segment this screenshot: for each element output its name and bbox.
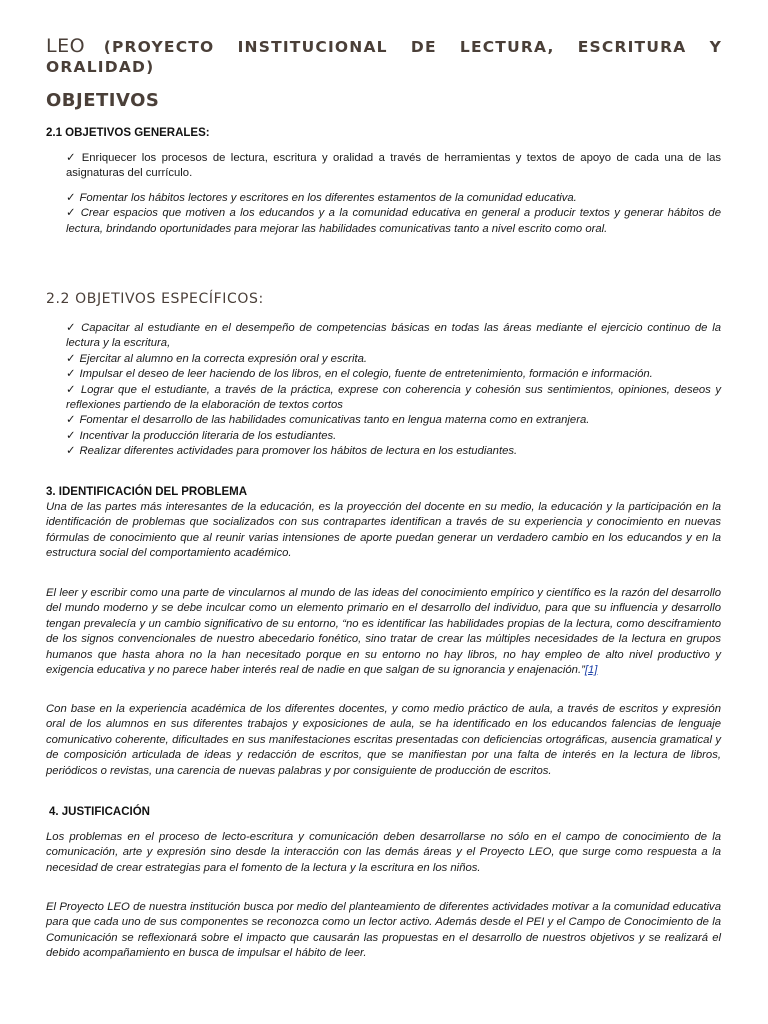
justificacion-paragraph-2: El Proyecto LEO de nuestra institución busca por medio del planteamiento de diferentes actividades motivar a la comunidad educativa para que cada uno de sus componentes se reconozca como un lector activo. Además desde el PEI y el Campo de Conocimiento de la Comunicación se reflexionará sobre el impacto que causarán las propuestas en el desarrollo de nuestros objetivos y se realizará el debido acompañamiento en busca de impulsar el hábito de leer. xyxy=(46,901,721,960)
problema-paragraph-3: Con base en la experiencia académica de los diferentes docentes, y como medio práctico de aula, a través de escritos y expresión oral de los alumnos en sus diferentes trabajos y exposiciones de aula, se ha identificado en los educandos falencias de lenguaje comunicativo coherente, dificultades en sus manifestaciones escritas presentadas con deficiencias ortográficas, ausencia gramatical y de composición articulada de ideas y redacción de escritos, que se manifiestan por una falta de interés en la lectura de libros, periódicos o revistas, una carencia de nuevas palabras y por consiguiente de producción de escritos. xyxy=(46,703,721,777)
check-mark-icon: ✓ xyxy=(66,414,76,427)
list-item xyxy=(66,352,721,367)
objetivos-especificos-list xyxy=(66,321,721,460)
title-leo: LEO xyxy=(46,35,86,57)
objetivos-especificos-heading: 2.2 OBJETIVOS ESPECÍFICOS: xyxy=(46,291,264,307)
list-item xyxy=(66,191,721,206)
check-mark-icon: ✓ xyxy=(66,352,76,365)
list-item-text: Incentivar la producción literaria de los estudiantes. xyxy=(79,429,337,442)
check-mark-icon: ✓ xyxy=(66,368,76,381)
list-item-text: Fomentar los hábitos lectores y escritores en los diferentes estamentos de la comunidad educativa. xyxy=(79,191,577,204)
check-mark-icon: ✓ xyxy=(66,152,78,164)
list-item xyxy=(66,429,721,444)
check-mark-icon: ✓ xyxy=(66,429,76,442)
list-item-text: Enriquecer los procesos de lectura, escritura y oralidad a través de herramientas y textos de apoyo de cada una de las asignaturas del currículo. xyxy=(66,152,722,180)
list-item xyxy=(66,321,721,352)
list-item-text: Impulsar el deseo de leer haciendo de los libros, en el colegio, fuente de entretenimiento, formación e información. xyxy=(79,368,653,381)
objetivos-generales-heading: 2.1 OBJETIVOS GENERALES: xyxy=(46,127,210,139)
list-item xyxy=(66,151,721,182)
list-item-text: Crear espacios que motiven a los educandos y a la comunidad educativa en general a producir textos y generar hábitos de lectura, brindando oportunidades para mejorar las habilidades comunicativas tanto a nivel escrito como oral. xyxy=(66,207,721,235)
check-mark-icon: ✓ xyxy=(66,383,77,396)
title-subtitle: (PROYECTO INSTITUCIONAL DE LECTURA, ESCRITURA Y ORALIDAD) xyxy=(46,38,722,76)
list-item xyxy=(66,444,721,459)
footnote-reference-link[interactable]: [1] xyxy=(584,664,598,677)
list-item xyxy=(66,367,721,382)
document-title xyxy=(46,36,722,77)
list-item-text: Realizar diferentes actividades para promover los hábitos de lectura en los estudiantes. xyxy=(79,445,518,458)
objetivos-generales-list xyxy=(66,151,721,237)
justificacion-heading: 4. JUSTIFICACIÓN xyxy=(49,806,150,818)
problema-paragraph-1: Una de las partes más interesantes de la educación, es la proyección del docente en su medio, la educación y la participación en la identificación de problemas que socializados con sus contrapartes identifican a través de su experiencia y conocimiento en nuevas fórmulas de conocimiento que al reunir varias intensiones de aporte puedan generar un verdadero cambio en los educandos y en la estructura social del comportamiento académico. xyxy=(46,501,721,560)
check-mark-icon: ✓ xyxy=(66,191,76,204)
list-item xyxy=(66,206,721,237)
list-item-text: Fomentar el desarrollo de las habilidades comunicativas tanto en lengua materna como en extranjera. xyxy=(79,414,590,427)
list-item-text: Lograr que el estudiante, a través de la práctica, exprese con coherencia y cohesión sus sentimientos, opiniones, deseos y reflexiones partiendo de la elaboración de textos cortos xyxy=(66,383,721,412)
problema-heading: 3. IDENTIFICACIÓN DEL PROBLEMA xyxy=(46,486,248,498)
list-item-text: Capacitar al estudiante en el desempeño de competencias básicas en todas las áreas mediante el ejercicio continuo de la lectura y la escritura, xyxy=(66,322,721,350)
justificacion-paragraph-1: Los problemas en el proceso de lecto-escritura y comunicación deben desarrollarse no sólo en el campo de conocimiento de la comunicación, arte y expresión sino desde la interacción con las demás áreas y el Proyecto LEO, que surge como respuesta a la necesidad de crear estrategias para el fomento de la lectura y la escritura en los niños. xyxy=(46,831,721,874)
check-mark-icon: ✓ xyxy=(66,207,77,220)
check-mark-icon: ✓ xyxy=(66,322,78,334)
list-item xyxy=(66,383,721,414)
objetivos-heading: OBJETIVOS xyxy=(46,90,160,111)
check-mark-icon: ✓ xyxy=(66,445,76,458)
problema-paragraph-2-text: El leer y escribir como una parte de vincularnos al mundo de las ideas del conocimiento empírico y científico es la razón del desarrollo del mundo moderno y se debe inculcar como un elemento primario en el desarrollo del individuo, para que su influencia y desarrollo tengan prevalecía y un cambio significativo de su entorno, “no es identificar las habilidades propias de la lectura, como desciframiento de los signos convencionales de nuestro abecedario fonético, sino tratar de crear las múltiples necesidades de la lectura en grupos humanos que hasta ahora no la han necesitado porque en su entorno no hay libros, no hay empleo de alto nivel productivo y exigencia educativa y no parece haber interés real de nadie en que salgan de su ignorancia y enajenación.” xyxy=(46,587,721,677)
list-item-text: Ejercitar al alumno en la correcta expresión oral y escrita. xyxy=(79,352,368,365)
list-item xyxy=(66,413,721,428)
problema-paragraph-2 xyxy=(46,586,721,678)
